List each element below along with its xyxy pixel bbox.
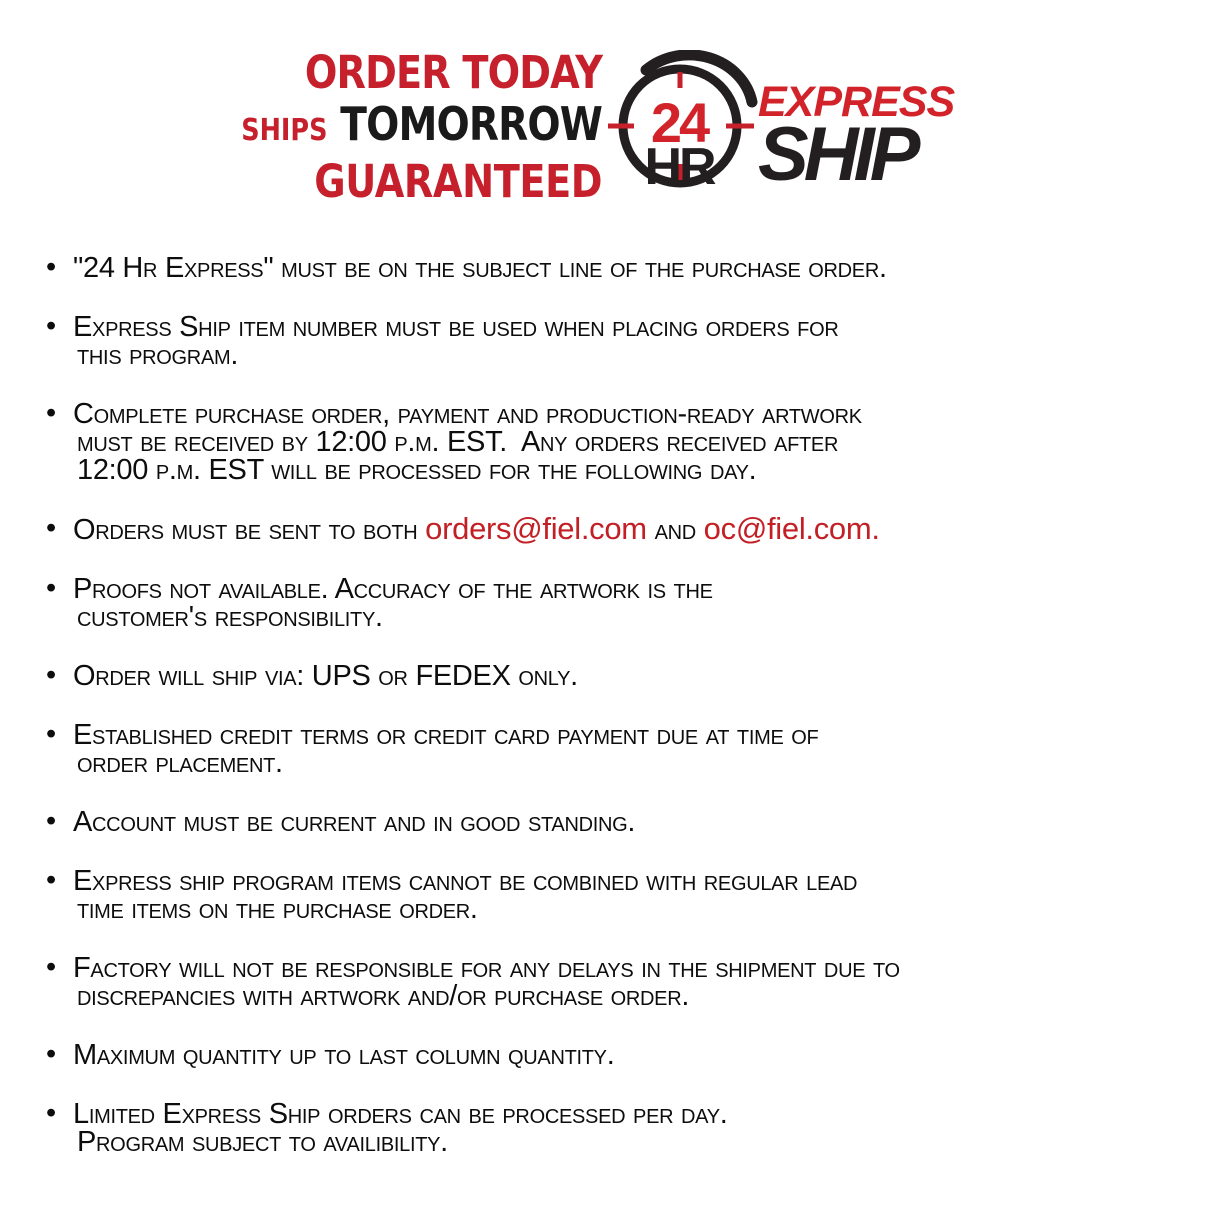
- bullet-icon: •: [46, 1097, 56, 1129]
- text-segment: discrepancies with artwork and/or purchase order.: [77, 980, 690, 1012]
- list-item-line: [73, 428, 1214, 456]
- list-item-line: [73, 1128, 1214, 1156]
- list-item: [46, 310, 1214, 371]
- brand-ship: SHIP: [758, 112, 916, 197]
- list-item-first-line: [46, 251, 1214, 284]
- text-segment: "24 Hr Express" must be on the subject line of the purchase order.: [73, 252, 887, 284]
- text-segment: Factory will not be responsible for any delays in the shipment due to: [73, 952, 900, 984]
- header: [0, 0, 1214, 240]
- list-item-line: [73, 895, 1214, 923]
- text-segment: 12:00 p.m. EST will be processed for the following day.: [77, 454, 757, 486]
- text-segment: Proofs not available. Accuracy of the artwork is the: [73, 573, 713, 605]
- list-item: [46, 397, 1214, 486]
- bullet-icon: •: [46, 512, 56, 544]
- list-item-first-line: [46, 718, 1214, 751]
- list-item: [46, 1097, 1214, 1158]
- list-item-first-line: [46, 1038, 1214, 1071]
- list-item-line: [73, 982, 1214, 1010]
- brand-lockup: [758, 78, 955, 197]
- text-segment: customer's responsibility.: [77, 601, 383, 633]
- bullet-icon: •: [46, 572, 56, 604]
- 24hr-clock-logo: [606, 50, 766, 210]
- bullet-icon: •: [46, 310, 56, 342]
- tagline-ships: SHIPS: [241, 113, 328, 148]
- email-link[interactable]: oc@fiel.com.: [703, 511, 880, 546]
- clock-unit-label: HR: [644, 138, 714, 196]
- list-item-first-line: [46, 310, 1214, 343]
- list-item: [46, 572, 1214, 633]
- text-segment: Program subject to availibility.: [77, 1126, 448, 1158]
- clock-hours-label: 24: [650, 91, 708, 154]
- text-segment: Orders must be sent to both: [73, 514, 426, 546]
- bullet-icon: •: [46, 951, 56, 983]
- list-item-first-line: [46, 511, 1214, 546]
- text-segment: Express ship program items cannot be combined with regular lead: [73, 865, 858, 897]
- list-item: [46, 864, 1214, 925]
- text-segment: Complete purchase order, payment and production-ready artwork: [73, 398, 862, 430]
- text-segment: Maximum quantity up to last column quantity.: [73, 1039, 615, 1071]
- text-segment: this program.: [77, 339, 239, 371]
- list-item-first-line: [46, 1097, 1214, 1130]
- tagline: [92, 48, 614, 207]
- bullet-icon: •: [46, 251, 56, 283]
- list-item: [46, 511, 1214, 546]
- list-item-line: [73, 456, 1214, 484]
- list-item-line: [73, 749, 1214, 777]
- text-segment: must be received by 12:00 p.m. EST. Any orders received after: [77, 426, 839, 458]
- tagline-ships-tomorrow: [92, 98, 602, 157]
- list-item: [46, 1038, 1214, 1071]
- text-segment: Order will ship via: UPS or FEDEX only.: [73, 660, 578, 692]
- list-item-first-line: [46, 864, 1214, 897]
- tagline-tomorrow: TOMORROW: [340, 97, 603, 151]
- text-segment: time items on the purchase order.: [77, 893, 478, 925]
- terms-list: [0, 251, 1214, 1158]
- list-item: [46, 951, 1214, 1012]
- list-item: [46, 251, 1214, 284]
- list-item-first-line: [46, 659, 1214, 692]
- email-link[interactable]: orders@fiel.com: [425, 511, 647, 546]
- list-item-line: [73, 341, 1214, 369]
- list-item-first-line: [46, 397, 1214, 430]
- bullet-icon: •: [46, 659, 56, 691]
- tagline-guaranteed: GUARANTEED: [314, 155, 603, 208]
- list-item: [46, 659, 1214, 692]
- text-segment: order placement.: [77, 747, 283, 779]
- text-segment: Account must be current and in good standing.: [73, 806, 636, 838]
- bullet-icon: •: [46, 718, 56, 750]
- list-item: [46, 805, 1214, 838]
- bullet-icon: •: [46, 805, 56, 837]
- text-segment: Express Ship item number must be used when placing orders for: [73, 311, 839, 343]
- text-segment: and: [646, 514, 704, 546]
- text-segment: Limited Express Ship orders can be processed per day.: [73, 1098, 728, 1130]
- bullet-icon: •: [46, 397, 56, 429]
- brand-express: EXPRESS: [758, 78, 955, 126]
- text-segment: Established credit terms or credit card payment due at time of: [73, 719, 819, 751]
- bullet-icon: •: [46, 864, 56, 896]
- list-item-line: [73, 603, 1214, 631]
- list-item-first-line: [46, 805, 1214, 838]
- list-item-first-line: [46, 572, 1214, 605]
- list-item-first-line: [46, 951, 1214, 984]
- bullet-icon: •: [46, 1038, 56, 1070]
- tagline-order-today: ORDER TODAY: [304, 46, 603, 99]
- list-item: [46, 718, 1214, 779]
